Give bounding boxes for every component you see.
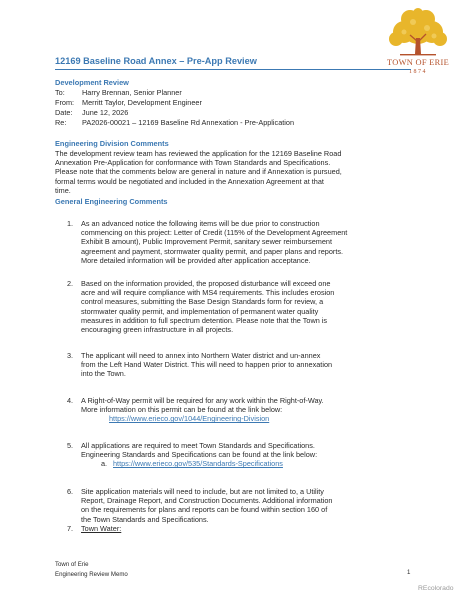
memo-from-row [55, 98, 202, 107]
paragraph-line: time. [55, 185, 71, 195]
list-item-line: into the Town. [81, 369, 126, 379]
list-item-body [81, 396, 419, 424]
standards-specifications-link[interactable]: https://www.erieco.gov/535/Standards-Specifications [113, 459, 283, 469]
tree-icon [380, 8, 456, 60]
list-item-line: Based on the information provided, the proposed disturbance will exceed one [81, 279, 331, 288]
list-item-number: 2. [67, 279, 74, 288]
memo-date-value: June 12, 2026 [82, 108, 129, 117]
list-item-line: from the Left Hand Water District. This will need to happen prior to annexation [81, 360, 333, 370]
list-item-number: 1. [67, 219, 74, 228]
watermark: REcolorado [418, 585, 454, 592]
list-item-line: A Right-of-Way permit will be required for any work within the Right-of-Way. [81, 396, 324, 405]
list-item-number: 7. [67, 524, 74, 533]
footer-organization: Town of Erie [55, 561, 89, 568]
list-item-line: The applicant will need to annex into Northern Water district and un-annex [81, 351, 321, 360]
list-item-body [81, 219, 419, 265]
memo-date-row [55, 108, 128, 117]
paragraph-line: formal terms would be negotiated and included in the Annexation Agreement at that [55, 176, 324, 186]
list-item-body [81, 487, 419, 524]
footer-memo-title: Engineering Review Memo [55, 571, 128, 578]
logo-year: 1874 [409, 69, 427, 75]
memo-from-label: From: [55, 98, 75, 107]
list-item-line: More detailed information will be provided after application acceptance. [81, 255, 311, 265]
list-item-body [81, 279, 419, 334]
memo-to-row [55, 88, 182, 97]
memo-re-row [55, 118, 294, 127]
division-comments-heading: Engineering Division Comments [55, 139, 169, 148]
sub-item-a [81, 459, 419, 468]
list-item-number: 3. [67, 351, 74, 360]
engineering-division-link[interactable]: https://www.erieco.gov/1044/Engineering-Division [109, 414, 270, 424]
memo-to-value: Harry Brennan, Senior Planner [82, 88, 182, 97]
list-item-line: All applications are required to meet Town Standards and Specifications. [81, 441, 315, 450]
list-item-line: More information on this permit can be found at the link below: [81, 405, 283, 415]
memo-re-value: PA2026-00021 – 12169 Baseline Rd Annexation - Pre-Application [82, 118, 295, 127]
memo-to-label: To: [55, 88, 65, 97]
list-item-line: As an advanced notice the following items will be due prior to construction [81, 219, 320, 228]
list-item-line: encouraging green infrastructure in all projects. [81, 325, 234, 335]
page-title: 12169 Baseline Road Annex – Pre-App Review [55, 56, 257, 66]
memo-from-value: Merritt Taylor, Development Engineer [82, 98, 202, 107]
list-item-number: 5. [67, 441, 74, 450]
title-divider [55, 69, 411, 70]
development-review-heading: Development Review [55, 78, 129, 87]
list-item-line: commencing on this project: Letter of Credit (115% of the Development Agreement [81, 228, 348, 238]
paragraph-line: Please note that the comments below are general in nature and if Annexation is pursued, [55, 167, 342, 177]
division-comments-paragraph [55, 149, 419, 195]
paragraph-line: Annexation Pre-Application for conformance with Town Standards and Specifications. [55, 158, 331, 168]
page-number: 1 [407, 569, 411, 576]
list-item-line: Report, Drainage Report, and Construction Documents. Additional information [81, 496, 333, 506]
logo-town-name: TOWN OF ERIE [386, 58, 450, 67]
list-item-number: 6. [67, 487, 74, 496]
list-item-line: on the requirements for plans and reports can be found within section 160 of [81, 505, 328, 515]
sub-item-letter: a. [101, 459, 108, 469]
list-item-line: stormwater quality permit, and implementation of permanent water quality [81, 306, 319, 316]
list-item-line: Exhibit B amount), Public Improvement Permit, sanitary sewer reimbursement [81, 237, 333, 247]
list-item-number: 4. [67, 396, 74, 405]
list-item-line: measures in addition to full spectrum detention. Please note that the Town is [81, 315, 328, 325]
list-item-body [81, 351, 419, 379]
memo-re-label: Re: [55, 118, 67, 127]
list-item-line: agreement and payment, stormwater quality permit, and paper plans and reports. [81, 246, 344, 256]
list-item-body [81, 524, 419, 533]
list-item-line: the Town Standards and Specifications. [81, 514, 209, 524]
list-item-line: acre and will require compliance with MS4 requirements. This includes erosion [81, 288, 335, 298]
general-comments-heading: General Engineering Comments [55, 197, 168, 206]
list-item-line: Engineering Standards and Specifications can be found at the link below: [81, 450, 318, 460]
paragraph-line: The development review team has reviewed the application for the 12169 Baseline Road [55, 149, 342, 158]
memo-date-label: Date: [55, 108, 73, 117]
town-water-heading: Town Water: [81, 524, 122, 533]
list-item-body [81, 441, 419, 469]
list-item-line: Site application materials will need to include, but are not limited to, a Utility [81, 487, 324, 496]
list-item-line: control measures, submitting the Base Design Standards form for review, a [81, 297, 324, 307]
